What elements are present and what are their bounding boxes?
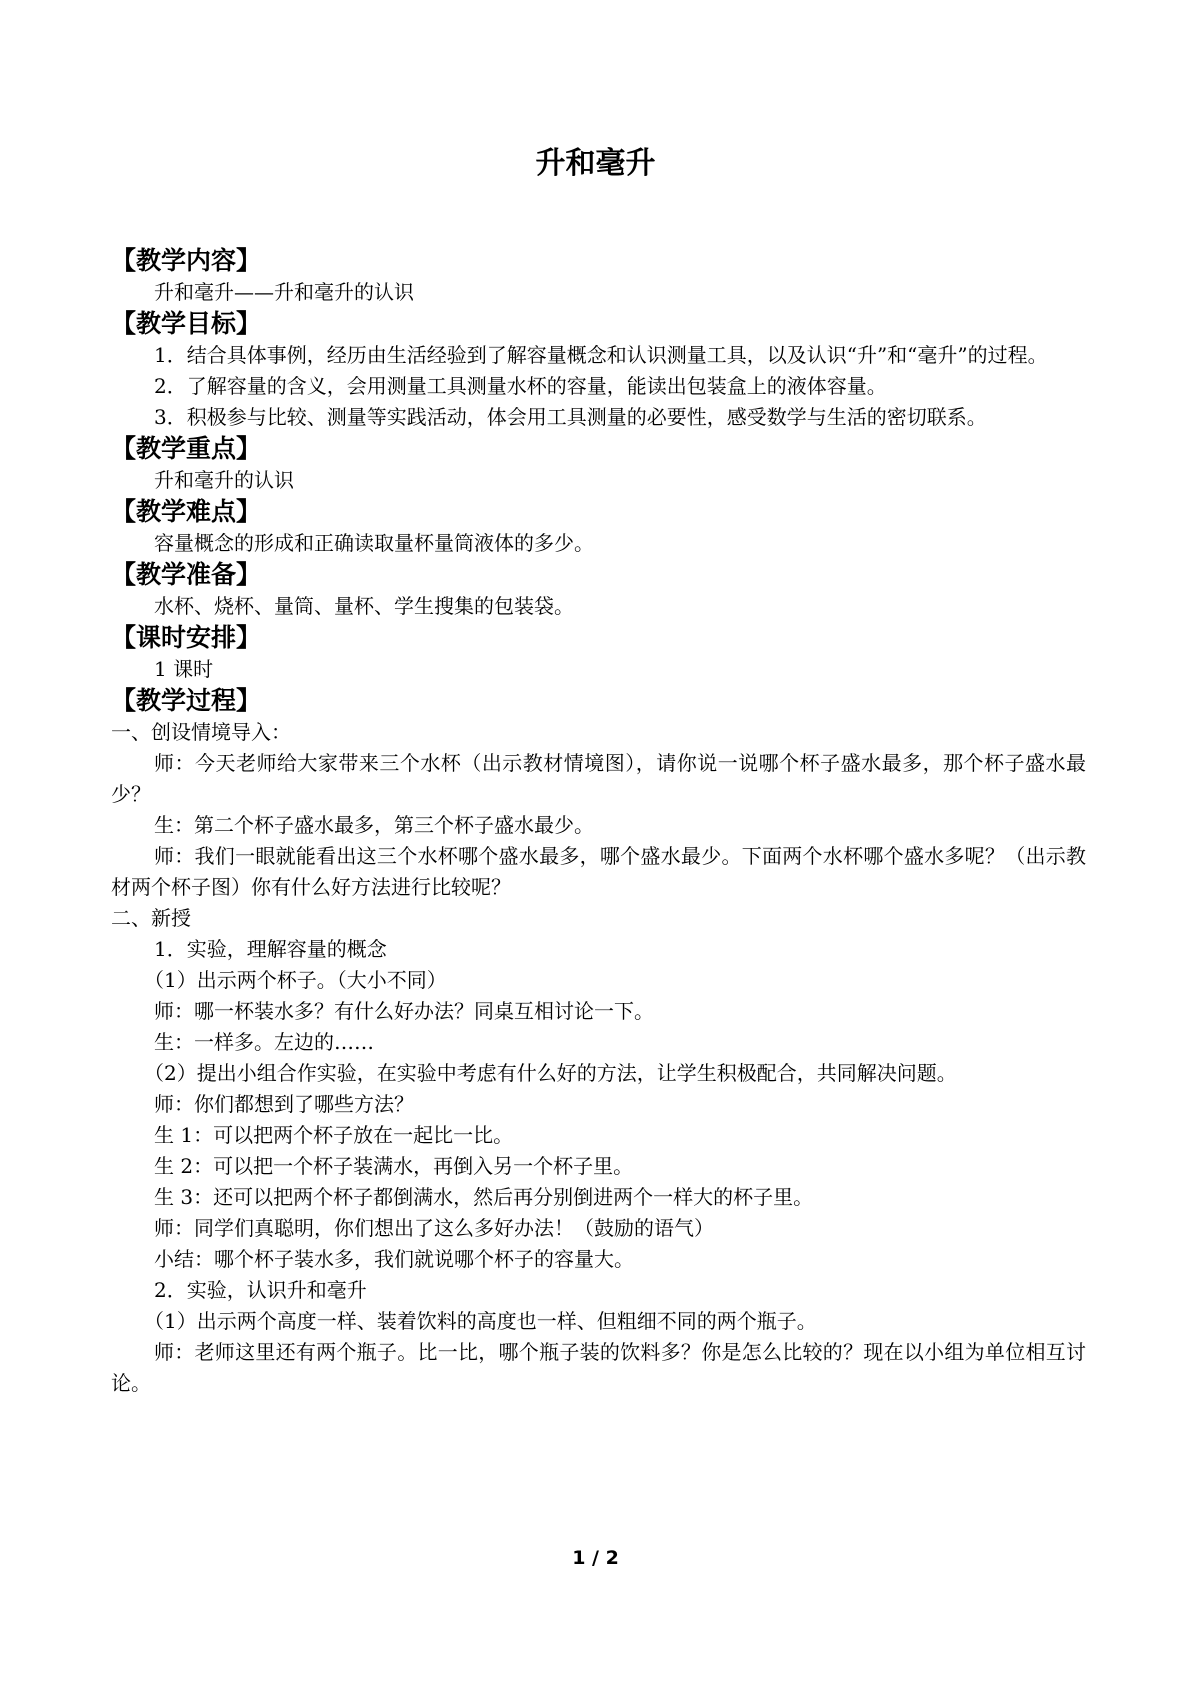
- objective-2: 2．了解容量的含义，会用测量工具测量水杯的容量，能读出包装盒上的液体容量。: [154, 374, 887, 398]
- section-heading-process: 【教学过程】: [111, 686, 262, 715]
- process-dialogue: 生 1：可以把两个杯子放在一起比一比。: [154, 1123, 514, 1147]
- process-summary: 小结：哪个杯子装水多，我们就说哪个杯子的容量大。: [154, 1247, 634, 1271]
- process-paragraph: 师：我们一眼就能看出这三个水杯哪个盛水最多，哪个盛水最少。下面两个水杯哪个盛水多呢？（出示教材两个杯子图）你有什么好方法进行比较呢？: [111, 844, 1086, 899]
- schedule-text: 1 课时: [154, 657, 214, 681]
- process-paragraph: 师：今天老师给大家带来三个水杯（出示教材情境图），请你说一说哪个杯子盛水最多，那个杯子盛水最少？: [111, 751, 1086, 806]
- process-item: （2）提出小组合作实验，在实验中考虑有什么好的方法，让学生积极配合，共同解决问题。: [144, 1061, 957, 1085]
- process-paragraph: 生：第二个杯子盛水最多，第三个杯子盛水最少。: [154, 813, 594, 837]
- process-part2-title: 二、新授: [111, 906, 191, 930]
- process-item: （1）出示两个高度一样、装着饮料的高度也一样、但粗细不同的两个瓶子。: [144, 1309, 817, 1333]
- section-heading-objectives: 【教学目标】: [111, 309, 262, 338]
- section-heading-preparation: 【教学准备】: [111, 560, 262, 589]
- document-body: [111, 245, 1086, 1399]
- section-heading-content: 【教学内容】: [111, 246, 262, 275]
- process-dialogue: 师：同学们真聪明，你们想出了这么多好办法！（鼓励的语气）: [154, 1216, 714, 1240]
- difficulty-text: 容量概念的形成和正确读取量杯量筒液体的多少。: [154, 531, 594, 555]
- objective-1: 1．结合具体事例，经历由生活经验到了解容量概念和认识测量工具，以及认识“升”和“毫升”的过程。: [154, 343, 1048, 367]
- process-dialogue: 生：一样多。左边的……: [154, 1030, 374, 1054]
- keypoint-text: 升和毫升的认识: [154, 468, 294, 492]
- process-dialogue: 生 3：还可以把两个杯子都倒满水，然后再分别倒进两个一样大的杯子里。: [154, 1185, 814, 1209]
- preparation-text: 水杯、烧杯、量筒、量杯、学生搜集的包装袋。: [154, 594, 574, 618]
- section-heading-schedule: 【课时安排】: [111, 623, 262, 652]
- process-dialogue: 师：你们都想到了哪些方法？: [154, 1092, 414, 1116]
- process-item: （1）出示两个杯子。（大小不同）: [144, 968, 447, 992]
- process-part1-title: 一、创设情境导入：: [111, 720, 291, 744]
- process-dialogue: 师：老师这里还有两个瓶子。比一比，哪个瓶子装的饮料多？你是怎么比较的？现在以小组为单位相互讨论。: [111, 1340, 1086, 1395]
- content-text: 升和毫升——升和毫升的认识: [154, 280, 414, 304]
- subsection-title: 1．实验，理解容量的概念: [154, 937, 387, 961]
- subsection-title: 2．实验，认识升和毫升: [154, 1278, 367, 1302]
- section-heading-keypoint: 【教学重点】: [111, 434, 262, 463]
- process-dialogue: 师：哪一杯装水多？有什么好办法？同桌互相讨论一下。: [154, 999, 654, 1023]
- page-number: 1 / 2: [572, 1547, 619, 1569]
- section-heading-difficulty: 【教学难点】: [111, 497, 262, 526]
- objective-3: 3．积极参与比较、测量等实践活动，体会用工具测量的必要性，感受数学与生活的密切联系。: [154, 405, 987, 429]
- document-title: 升和毫升: [535, 146, 656, 181]
- process-dialogue: 生 2：可以把一个杯子装满水，再倒入另一个杯子里。: [154, 1154, 634, 1178]
